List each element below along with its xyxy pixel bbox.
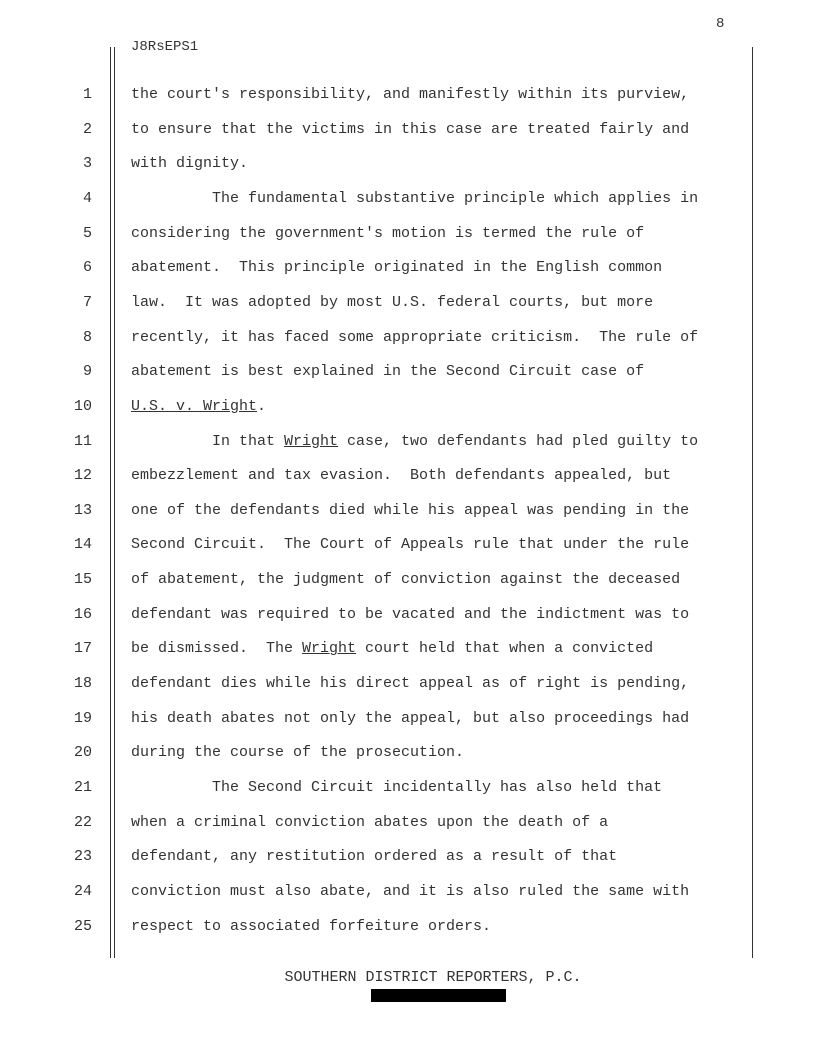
- line-number: 25: [73, 917, 92, 935]
- text-segment: of abatement, the judgment of conviction against the deceased: [131, 571, 681, 589]
- line-number: 6: [82, 259, 92, 277]
- line-number: 7: [82, 293, 92, 311]
- transcript-line: [131, 329, 698, 346]
- transcript-line: [131, 814, 608, 831]
- text-segment: The fundamental substantive principle which applies in: [131, 189, 699, 207]
- text-segment: In that: [131, 432, 285, 450]
- transcript-line: [131, 710, 689, 727]
- transcript-line: [131, 744, 464, 761]
- transcript-line: [131, 779, 662, 796]
- transcript-line: [131, 398, 266, 415]
- text-segment: during the course of the prosecution.: [131, 744, 465, 762]
- transcript-line: [131, 918, 491, 935]
- line-number: 23: [73, 848, 92, 866]
- transcript-line: [131, 259, 662, 276]
- line-number: 15: [73, 571, 92, 589]
- transcript-line: [131, 848, 617, 865]
- line-number: 5: [82, 224, 92, 242]
- text-segment: with dignity.: [131, 155, 249, 173]
- transcript-line: [131, 467, 671, 484]
- text-segment: the court's responsibility, and manifestly within its purview,: [131, 86, 690, 103]
- line-number: 3: [82, 155, 92, 173]
- case-id: J8RsEPS1: [131, 39, 199, 55]
- text-segment: The Second Circuit incidentally has also held that: [131, 779, 663, 796]
- transcript-line: [131, 606, 689, 623]
- transcript-line: [131, 121, 689, 138]
- text-segment: recently, it has faced some appropriate criticism. The rule of: [131, 328, 699, 346]
- text-segment: to ensure that the victims in this case are treated fairly and: [131, 120, 690, 138]
- transcript-line: [131, 502, 689, 519]
- line-number: 22: [73, 813, 92, 831]
- text-segment: abatement is best explained in the Second Circuit case of: [131, 363, 645, 381]
- line-number: 2: [82, 120, 92, 138]
- transcript-line: [131, 155, 248, 172]
- line-number: 12: [73, 467, 92, 485]
- transcript-line: [131, 86, 689, 103]
- transcript-line: [131, 640, 653, 657]
- redaction-bar: [371, 989, 506, 1002]
- transcript-line: [131, 225, 644, 242]
- text-segment: defendant dies while his direct appeal as of right is pending,: [131, 675, 690, 693]
- text-segment: abatement. This principle originated in the English common: [131, 259, 663, 277]
- transcript-line: [131, 571, 680, 588]
- text-segment: Second Circuit. The Court of Appeals rule that under the rule: [131, 536, 690, 554]
- text-segment: court held that when a convicted: [356, 640, 654, 658]
- text-segment: defendant was required to be vacated and the indictment was to: [131, 605, 690, 623]
- text-segment: considering the government's motion is termed the rule of: [131, 224, 645, 242]
- case-citation: U.S. v. Wright: [131, 397, 258, 415]
- line-number: 24: [73, 882, 92, 900]
- case-citation: Wright: [302, 640, 357, 658]
- line-number: 16: [73, 605, 92, 623]
- transcript-line: [131, 363, 644, 380]
- text-segment: case, two defendants had pled guilty to: [338, 432, 699, 450]
- case-citation: Wright: [284, 432, 339, 450]
- line-number: 19: [73, 709, 92, 727]
- transcript-line: [131, 675, 689, 692]
- line-number: 1: [82, 86, 92, 103]
- page-number: 8: [716, 16, 725, 32]
- footer-reporter: SOUTHERN DISTRICT REPORTERS, P.C.: [284, 969, 582, 986]
- text-segment: when a criminal conviction abates upon the death of a: [131, 813, 609, 831]
- line-number: 9: [82, 363, 92, 381]
- transcript-line: [131, 433, 698, 450]
- line-number: 11: [73, 432, 92, 450]
- transcript-line: [131, 536, 689, 553]
- text-segment: his death abates not only the appeal, but also proceedings had: [131, 709, 690, 727]
- line-number: 20: [73, 744, 92, 762]
- right-margin-rule: [752, 47, 753, 958]
- text-segment: defendant, any restitution ordered as a result of that: [131, 848, 618, 866]
- text-segment: conviction must also abate, and it is also ruled the same with: [131, 882, 690, 900]
- line-number: 18: [73, 675, 92, 693]
- text-segment: embezzlement and tax evasion. Both defendants appealed, but: [131, 467, 672, 485]
- line-number: 4: [82, 189, 92, 207]
- line-number: 13: [73, 501, 92, 519]
- line-number: 17: [73, 640, 92, 658]
- text-segment: .: [257, 397, 267, 415]
- left-margin-rule: [114, 47, 115, 958]
- transcript-line: [131, 294, 653, 311]
- text-segment: one of the defendants died while his appeal was pending in the: [131, 501, 690, 519]
- text-segment: be dismissed. The: [131, 640, 303, 658]
- left-margin-rule: [110, 47, 111, 958]
- line-number: 10: [73, 397, 92, 415]
- line-number: 14: [73, 536, 92, 554]
- line-number: 21: [73, 779, 92, 796]
- transcript-line: [131, 190, 698, 207]
- transcript-line: [131, 883, 689, 900]
- text-segment: law. It was adopted by most U.S. federal courts, but more: [131, 293, 654, 311]
- text-segment: respect to associated forfeiture orders.: [131, 917, 492, 935]
- line-number: 8: [82, 328, 92, 346]
